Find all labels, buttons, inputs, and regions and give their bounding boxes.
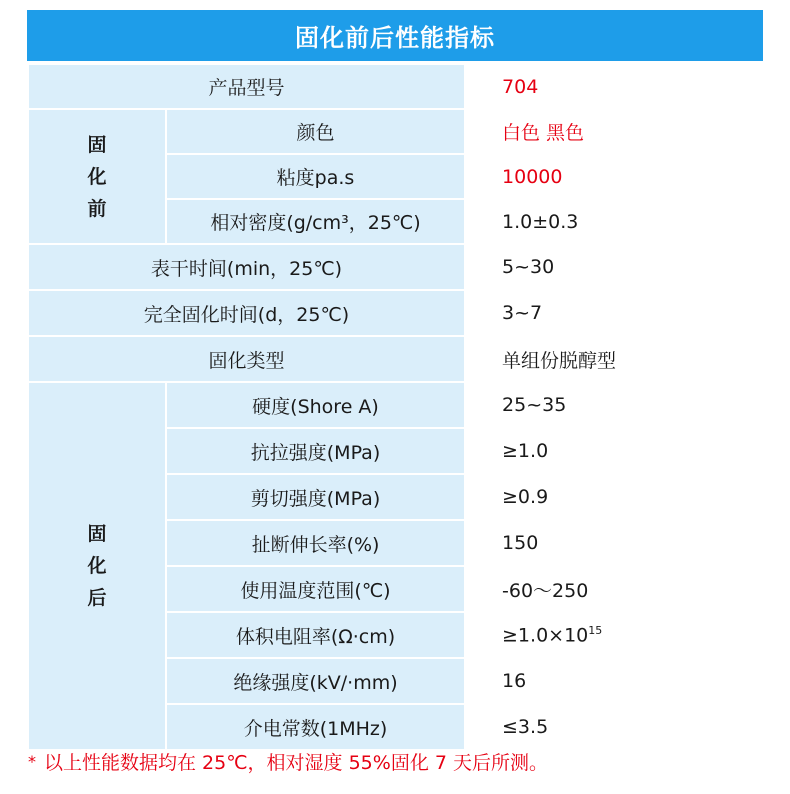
row-label: 介电常数(1MHz) <box>166 704 465 750</box>
row-value: 25~35 <box>465 382 764 428</box>
footnote <box>28 746 768 776</box>
table-row <box>28 382 764 428</box>
row-label: 粘度pa.s <box>166 154 465 199</box>
row-value: 1.0±0.3 <box>465 199 764 244</box>
table-row <box>28 336 764 382</box>
row-label: 完全固化时间(d，25℃) <box>28 290 465 336</box>
row-value: 704 <box>465 64 764 109</box>
group-char: 前 <box>87 197 107 220</box>
group-char: 化 <box>87 555 107 577</box>
table-row <box>28 109 764 154</box>
row-value: 3~7 <box>465 290 764 336</box>
asterisk-icon: * <box>28 751 36 771</box>
row-label: 使用温度范围(℃) <box>166 566 465 612</box>
row-label: 表干时间(min，25℃) <box>28 244 465 290</box>
row-label: 体积电阻率(Ω·cm) <box>166 612 465 658</box>
table-row <box>28 64 764 109</box>
group-char: 固 <box>87 523 107 545</box>
row-label: 硬度(Shore A) <box>166 382 465 428</box>
group-char: 后 <box>87 587 107 609</box>
row-label: 产品型号 <box>28 64 465 109</box>
row-value: 单组份脱醇型 <box>465 336 764 382</box>
row-label: 扯断伸长率(%) <box>166 520 465 566</box>
row-label: 相对密度(g/cm³，25℃) <box>166 199 465 244</box>
row-value: ≥1.0×10 <box>502 624 589 647</box>
row-value: 5~30 <box>465 244 764 290</box>
row-value: 150 <box>465 520 764 566</box>
row-value: ≥1.0 <box>465 428 764 474</box>
row-label: 固化类型 <box>28 336 465 382</box>
row-label: 抗拉强度(MPa) <box>166 428 465 474</box>
row-label: 绝缘强度(kV/·mm) <box>166 658 465 704</box>
table-row <box>28 290 764 336</box>
row-value: -60～250 <box>465 566 764 612</box>
row-label: 剪切强度(MPa) <box>166 474 465 520</box>
footnote-text: 以上性能数据均在 25℃，相对湿度 55%固化 7 天后所测。 <box>44 751 548 774</box>
row-value: ≥0.9 <box>465 474 764 520</box>
row-value-with-exponent <box>465 612 764 658</box>
spec-table <box>27 63 765 751</box>
row-value: 10000 <box>465 154 764 199</box>
group-char: 固 <box>87 133 107 156</box>
row-value: 16 <box>465 658 764 704</box>
row-label: 颜色 <box>166 109 465 154</box>
group-char: 化 <box>87 165 107 188</box>
exponent: 15 <box>588 623 603 637</box>
group-label-after <box>28 382 166 750</box>
row-value: ≤3.5 <box>465 704 764 750</box>
table-row <box>28 244 764 290</box>
row-value: 白色 黑色 <box>465 109 764 154</box>
table-title: 固化前后性能指标 <box>27 10 763 61</box>
group-label-before <box>28 109 166 244</box>
